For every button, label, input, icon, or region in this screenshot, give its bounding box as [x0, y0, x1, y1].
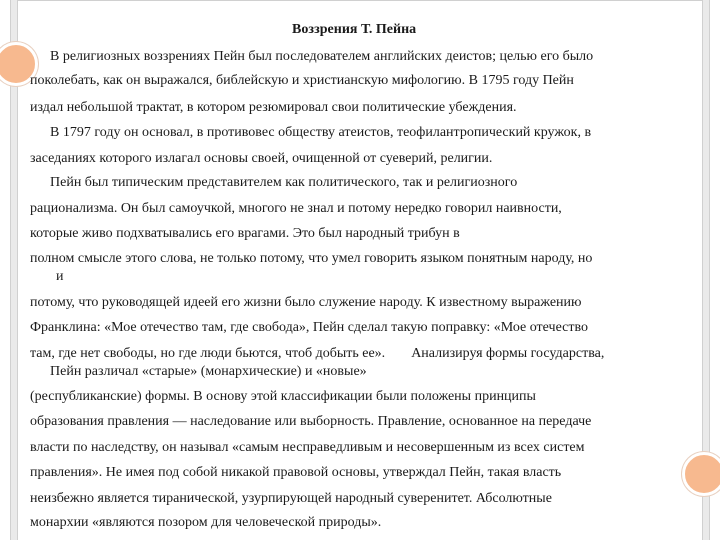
text-line: (республиканские) формы. В основу этой классификации были положены принципы	[30, 389, 536, 404]
text-line: власти по наследству, он называл «самым несправедливым и несовершенным из всех систем	[30, 440, 585, 455]
text-line: поколебать, как он выражался, библейскую и христианскую мифологию. В 1795 году Пейн	[30, 73, 574, 88]
text-line: полном смысле этого слова, не только потому, что умел говорить языком понятным народу, но	[30, 251, 593, 266]
text-line: Франклина: «Мое отечество там, где свобода», Пейн сделал такую поправку: «Мое отечество	[30, 320, 588, 335]
text-line: которые живо подхватывались его врагами. Это был народный трибун в	[30, 226, 460, 241]
text-line: правления». Не имея под собой никакой правовой основы, утверждал Пейн, такая власть	[30, 465, 562, 480]
text-line: рационализма. Он был самоучкой, многого не знал и потому нередко говорил наивности,	[30, 201, 562, 216]
slide-frame-top	[10, 0, 710, 1]
text-line: В религиозных воззрениях Пейн был последователем английских деистов; целью его было	[50, 49, 594, 64]
text-line: потому, что руководящей идеей его жизни было служение народу. К известному выражению	[30, 295, 582, 310]
text-line: Пейн различал «старые» (монархические) и «новые»	[50, 364, 367, 379]
text-line: издал небольшой трактат, в котором резюмировал свои политические убеждения.	[30, 100, 517, 115]
text-line: неизбежно является тиранической, узурпирующей народный суверенитет. Абсолютные	[30, 491, 552, 506]
text-line	[30, 346, 604, 362]
text-line: Пейн был типическим представителем как политического, так и религиозного	[50, 175, 518, 190]
text-line: монархии «являются позором для человеческой природы».	[30, 515, 382, 530]
text-line: образования правления — наследование или выборность. Правление, основанное на передаче	[30, 414, 592, 429]
page-title: Воззрения Т. Пейна	[292, 22, 417, 37]
text-line: и	[56, 269, 64, 284]
text-line: заседаниях которого излагал основы своей, очищенной от суеверий, религии.	[30, 151, 493, 166]
text-fragment: Анализируя формы государства,	[411, 346, 605, 361]
text-line: В 1797 году он основал, в противовес обществу атеистов, теофилантропический кружок, в	[50, 125, 592, 140]
decorative-circle-right	[682, 452, 720, 496]
text-fragment: там, где нет свободы, но где люди бьются, чтоб добыть ее».	[30, 346, 386, 361]
